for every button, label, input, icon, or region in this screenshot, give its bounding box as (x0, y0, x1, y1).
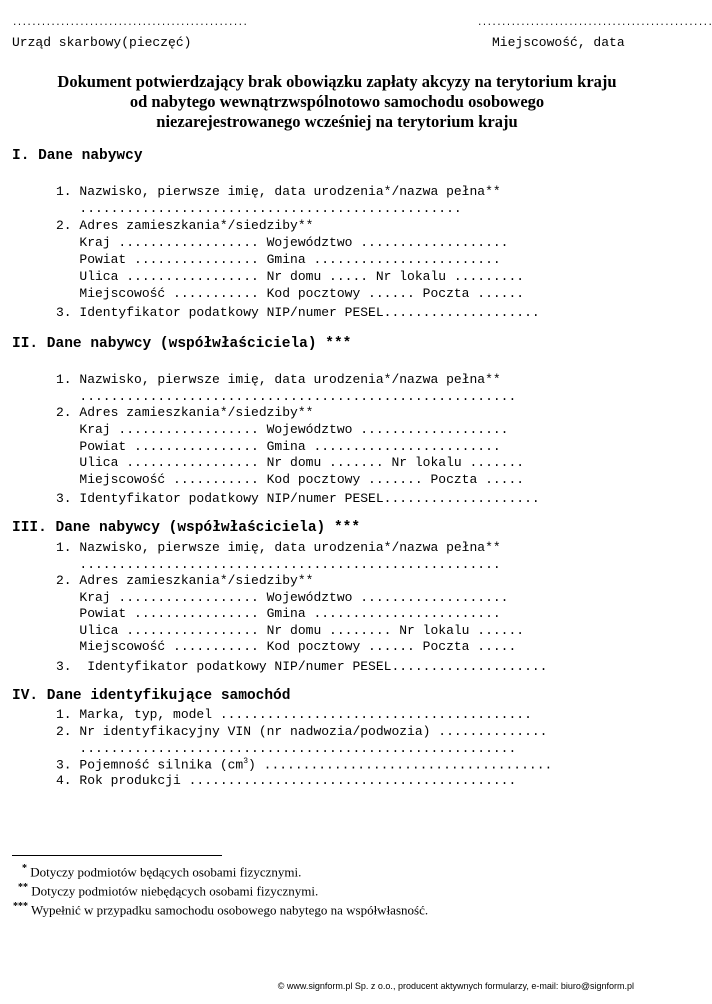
s2-name-label: 1. Nazwisko, pierwsze imię, data urodzenia*/nazwa pełna** (56, 372, 501, 387)
s4-engine-line (56, 757, 552, 772)
s3-street-line: Ulica ................. Nr domu ........ Nr lokalu ...... (56, 623, 525, 638)
s4-engine-sup: 3 (243, 757, 249, 766)
s2-street-line: Ulica ................. Nr domu ....... Nr lokalu ....... (56, 455, 525, 470)
s1-district-line: Powiat ................ Gmina ........................ (56, 252, 501, 267)
s3-district-line: Powiat ................ Gmina ........................ (56, 606, 501, 621)
s2-district-line: Powiat ................ Gmina ........................ (56, 439, 501, 454)
s4-vin-line: 2. Nr identyfikacyjny VIN (nr nadwozia/podwozia) .............. (56, 724, 548, 739)
s1-street-line: Ulica ................. Nr domu ..... Nr lokalu ......... (56, 269, 525, 284)
office-stamp-dots: ................................................. (12, 18, 248, 28)
s1-name-dots: ................................................. (56, 201, 462, 216)
s3-name-label: 1. Nazwisko, pierwsze imię, data urodzenia*/nazwa pełna** (56, 540, 501, 555)
footnote-1 (22, 863, 301, 880)
s2-name-dots: ........................................................ (56, 389, 517, 404)
footnote-2 (18, 882, 318, 899)
footnote-2-mark: ** (18, 882, 28, 893)
footnote-divider (12, 855, 222, 856)
s2-country-line: Kraj .................. Województwo ................... (56, 422, 509, 437)
section-1-heading: I. Dane nabywcy (12, 148, 143, 164)
footnote-3 (13, 901, 428, 918)
s3-city-line: Miejscowość ........... Kod pocztowy ...... Poczta ..... (56, 639, 517, 654)
s2-city-line: Miejscowość ........... Kod pocztowy ....... Poczta ..... (56, 472, 525, 487)
s3-tax-id-line: 3. Identyfikator podatkowy NIP/numer PESEL.................... (56, 659, 548, 674)
footnote-3-mark: *** (13, 901, 28, 912)
s3-address-label: 2. Adres zamieszkania*/siedziby** (56, 573, 314, 588)
s3-country-line: Kraj .................. Województwo ................... (56, 590, 509, 605)
s1-country-line: Kraj .................. Województwo ................... (56, 235, 509, 250)
place-date-dots: ................................................. (477, 18, 712, 28)
footnote-1-mark: * (22, 863, 27, 874)
s4-engine-label: 3. Pojemność silnika (cm (56, 757, 244, 773)
footnote-1-text: Dotyczy podmiotów będących osobami fizycznymi. (30, 864, 302, 880)
title-line-3: niezarejestrowanego wcześniej na terytorium kraju (156, 112, 518, 131)
title-line-2: od nabytego wewnątrzwspólnotowo samochodu osobowego (129, 92, 545, 111)
producer-credit: © www.signform.pl Sp. z o.o., producent aktywnych formularzy, e-mail: biuro@signform.pl (277, 981, 634, 991)
title-line-1: Dokument potwierdzający brak obowiązku zapłaty akcyzy na terytorium kraju (57, 72, 617, 91)
footnote-3-text: Wypełnić w przypadku samochodu osobowego nabytego na współwłasność. (31, 902, 429, 918)
section-3-heading: III. Dane nabywcy (współwłaściciela) *** (12, 520, 361, 536)
document-title (0, 72, 674, 132)
s4-year-line: 4. Rok produkcji .......................................... (56, 773, 517, 788)
s1-name-label: 1. Nazwisko, pierwsze imię, data urodzenia*/nazwa pełna** (56, 184, 501, 199)
s3-name-dots: ...................................................... (56, 557, 501, 572)
section-2-heading: II. Dane nabywcy (współwłaściciela) *** (12, 336, 352, 352)
footnote-2-text: Dotyczy podmiotów niebędących osobami fizycznymi. (31, 883, 319, 899)
s4-make-line: 1. Marka, typ, model ........................................ (56, 707, 532, 722)
s1-address-label: 2. Adres zamieszkania*/siedziby** (56, 218, 314, 233)
s1-city-line: Miejscowość ........... Kod pocztowy ...... Poczta ...... (56, 286, 525, 301)
office-stamp-label: Urząd skarbowy(pieczęć) (12, 35, 192, 50)
place-date-label: Miejscowość, data (492, 35, 625, 50)
s1-tax-id-line: 3. Identyfikator podatkowy NIP/numer PESEL.................... (56, 305, 540, 320)
s4-vin-dots: ........................................................ (56, 741, 517, 756)
s4-engine-dots: ) ..................................... (248, 757, 553, 773)
s2-tax-id-line: 3. Identyfikator podatkowy NIP/numer PESEL.................... (56, 491, 540, 506)
section-4-heading: IV. Dane identyfikujące samochód (12, 688, 291, 704)
s2-address-label: 2. Adres zamieszkania*/siedziby** (56, 405, 314, 420)
